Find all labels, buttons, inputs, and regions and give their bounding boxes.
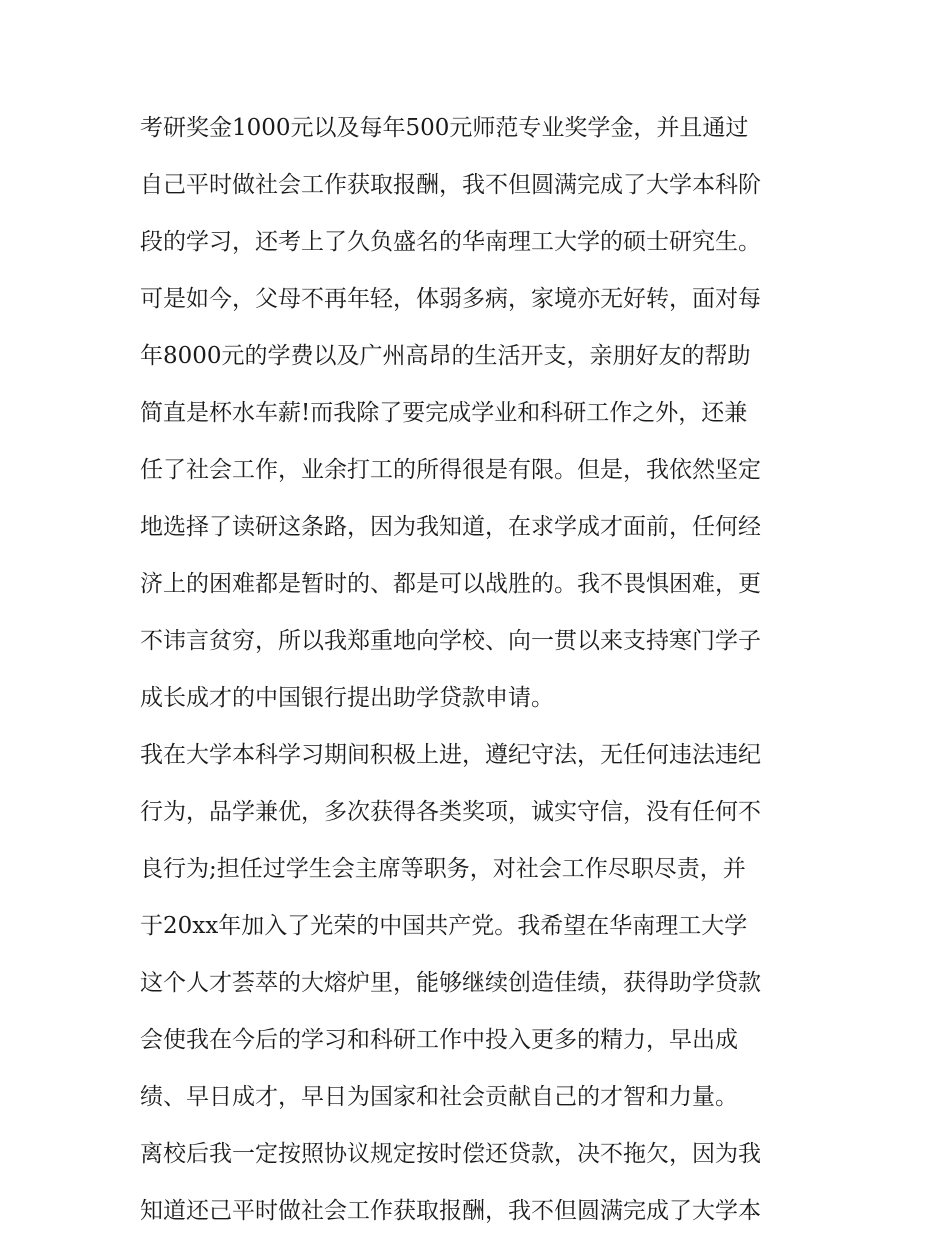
- text-line: 段的学习，还考上了久负盛名的华南理工大学的硕士研究生。: [140, 229, 761, 255]
- text-line: 可是如今，父母不再年轻，体弱多病，家境亦无好转，面对每: [140, 286, 761, 312]
- text-line: 任了社会工作，业余打工的所得很是有限。但是，我依然坚定: [140, 457, 761, 483]
- text-line: 知道还己平时做社会工作获取报酬，我不但圆满完成了大学本: [140, 1198, 761, 1224]
- text-line: 绩、早日成才，早日为国家和社会贡献自己的才智和力量。: [140, 1084, 738, 1110]
- text-line: 济上的困难都是暂时的、都是可以战胜的。我不畏惧困难，更: [140, 571, 761, 597]
- text-line: 这个人才荟萃的大熔炉里，能够继续创造佳绩，获得助学贷款: [140, 970, 761, 996]
- text-line: 成长成才的中国银行提出助学贷款申请。: [140, 685, 554, 711]
- text-line: 简直是杯水车薪!而我除了要完成学业和科研工作之外，还兼: [140, 400, 748, 426]
- text-line: 我在大学本科学习期间积极上进，遵纪守法，无任何违法违纪: [140, 742, 761, 768]
- text-line: 会使我在今后的学习和科研工作中投入更多的精力，早出成: [140, 1027, 738, 1053]
- text-line: 良行为;担任过学生会主席等职务，对社会工作尽职尽责，并: [140, 856, 746, 882]
- text-line: 年8000元的学费以及广州高昂的生活开支，亲朋好友的帮助: [140, 343, 751, 369]
- text-line: 自己平时做社会工作获取报酬，我不但圆满完成了大学本科阶: [140, 172, 761, 198]
- text-line: 行为，品学兼优，多次获得各类奖项，诚实守信，没有任何不: [140, 799, 761, 825]
- document-body: [140, 100, 820, 1240]
- text-line: 离校后我一定按照协议规定按时偿还贷款，决不拖欠，因为我: [140, 1141, 761, 1167]
- text-line: 考研奖金1000元以及每年500元师范专业奖学金，并且通过: [140, 115, 749, 141]
- text-line: 地选择了读研这条路，因为我知道，在求学成才面前，任何经: [140, 514, 761, 540]
- text-line: 于20xx年加入了光荣的中国共产党。我希望在华南理工大学: [140, 913, 748, 939]
- text-line: 不讳言贫穷，所以我郑重地向学校、向一贯以来支持寒门学子: [140, 628, 761, 654]
